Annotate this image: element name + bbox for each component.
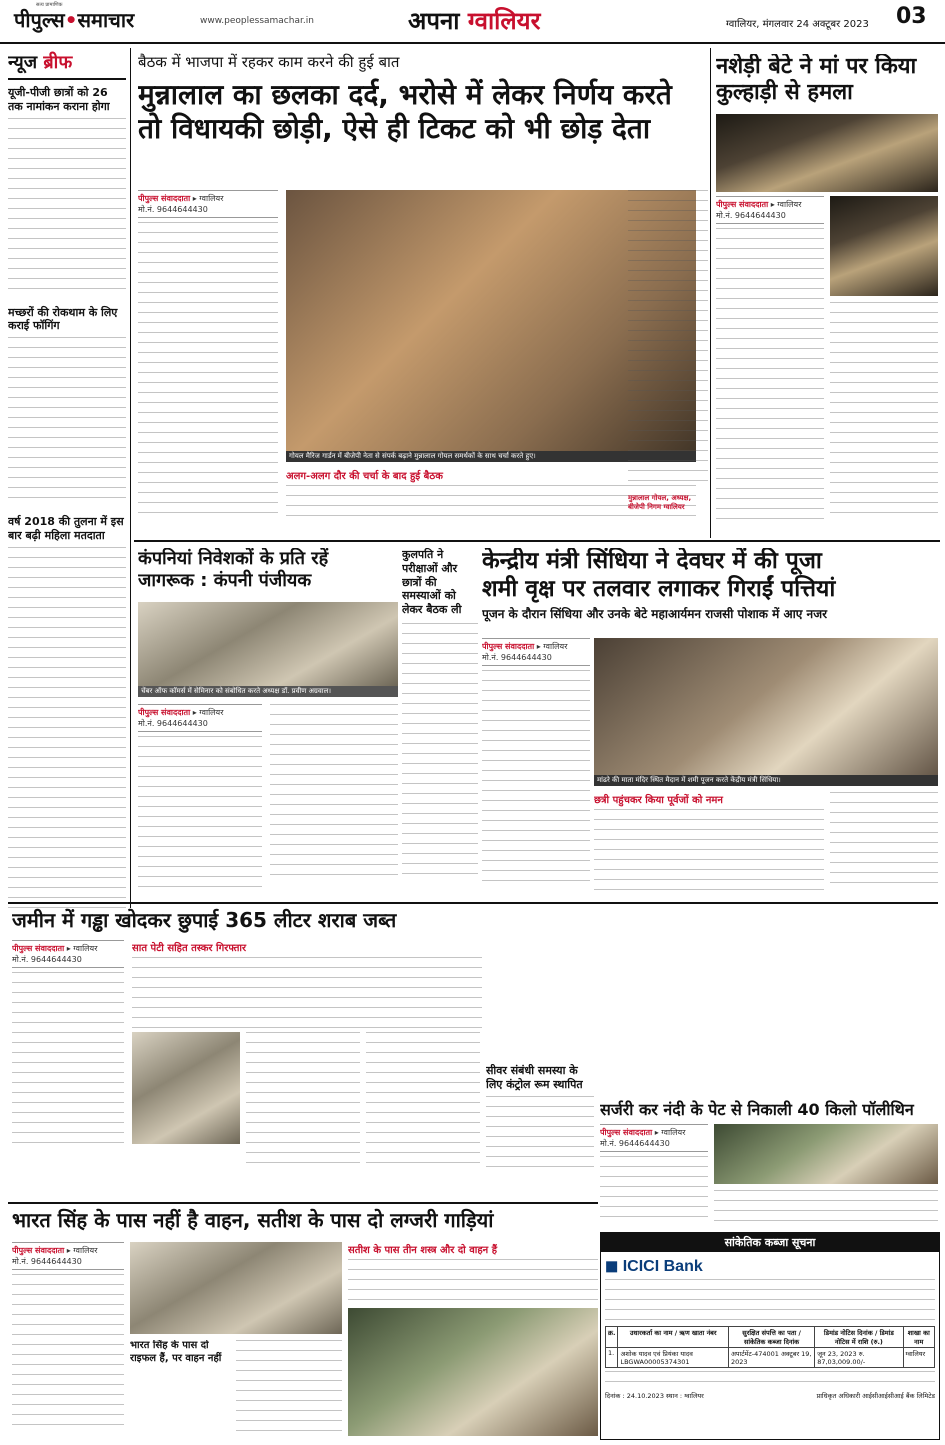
byline-mobile: मो.नं. 9644644430 xyxy=(12,955,82,964)
liquor-photo xyxy=(132,1032,240,1144)
axe-story xyxy=(716,54,938,534)
bank-logo xyxy=(605,1256,935,1276)
byline-mobile: मो.नं. 9644644430 xyxy=(600,1139,670,1148)
lead-body-text xyxy=(138,222,278,522)
lead-headline-line-2: तो विधायकी छोड़ी, ऐसे ही टिकट को भी छोड़ देता xyxy=(138,111,651,145)
wealth-story xyxy=(12,1208,598,1440)
byline-mobile: मो.नं. 9644644430 xyxy=(138,719,208,728)
brief-headline: वर्ष 2018 की तुलना में इस बार बढ़ी महिला मतदाता xyxy=(8,515,124,542)
wealth-body-text xyxy=(12,1274,124,1434)
scindia-body-text xyxy=(482,670,590,890)
table-header-cell: सुरक्षित संपत्ति का पता / सांकेतिक कब्जा दिनांक xyxy=(728,1327,814,1348)
byline-mobile: मो.नं. 9644644430 xyxy=(138,205,208,214)
byline-city: ग्वालियर xyxy=(777,200,802,209)
byline-label: पीपुल्स संवाददाता xyxy=(12,944,65,953)
notice-body-text xyxy=(605,1279,935,1323)
table-cell: जून 23, 2023 रु. 87,03,009.00/- xyxy=(815,1348,903,1368)
byline-city: ग्वालियर xyxy=(73,1246,98,1255)
company-story xyxy=(138,548,400,888)
cow-headline: सर्जरी कर नंदी के पेट से निकाली 40 किलो पॉलीथिन xyxy=(600,1100,914,1119)
table-header-cell: डिमांड नोटिस दिनांक / डिमांड नोटिस में राशि (रु.) xyxy=(815,1327,903,1348)
wealth-body-text xyxy=(236,1340,342,1436)
byline-mobile: मो.नं. 9644644430 xyxy=(482,653,552,662)
byline-city: ग्वालियर xyxy=(73,944,98,953)
wealth-pull-quote-box xyxy=(130,1340,230,1365)
brief-body-text xyxy=(8,547,126,917)
byline-label: पीपुल्स संवाददाता xyxy=(482,642,535,651)
sewer-headline: सीवर संबंधी समस्या के लिए कंट्रोल रूम स्थापित xyxy=(486,1064,583,1091)
scindia-column-1 xyxy=(482,638,590,890)
liquor-column-1 xyxy=(12,940,124,1152)
company-photo xyxy=(138,602,398,686)
table-cell: अशोक यादव एवं प्रियंका यादव LBGWA00005374301 xyxy=(618,1348,728,1368)
lead-note-title: अलग-अलग दौर की चर्चा के बाद हुई बैठक xyxy=(286,471,443,482)
lead-byline xyxy=(138,190,278,522)
table-cell: 1. xyxy=(606,1348,618,1368)
byline-box: पीपुल्स संवाददाता ▸ ग्वालियर मो.नं. 9644644430 xyxy=(12,1242,124,1270)
axe-photo xyxy=(716,114,938,192)
news-brief-title-a: न्यूज xyxy=(8,52,38,73)
dateline: ग्वालियर, मंगलवार 24 अक्टूबर 2023 xyxy=(726,19,869,30)
news-brief-title xyxy=(8,50,126,74)
bank-name: ICICI Bank xyxy=(622,1258,703,1275)
byline-box: पीपुल्स संवाददाता ▸ ग्वालियर मो.नं. 9644644430 xyxy=(12,940,124,968)
brief-headline: मच्छरों की रोकथाम के लिए कराई फॉगिंग xyxy=(8,305,118,333)
table-row xyxy=(606,1348,935,1368)
scindia-headline-line-2: शमी वृक्ष पर तलवार लगाकर गिराईं पत्तियां xyxy=(482,575,836,602)
byline-city: ग्वालियर xyxy=(543,642,568,651)
liquor-box-title: सात पेटी सहित तस्कर गिरफ्तार xyxy=(132,943,247,954)
axe-headline-line-1: नशेड़ी बेटे ने मां पर किया xyxy=(716,54,917,79)
axe-photo-2 xyxy=(830,196,938,296)
table-header-cell: क्र. xyxy=(606,1327,618,1348)
notice-table xyxy=(605,1326,935,1368)
section-divider xyxy=(8,1202,598,1204)
logo-dot: • xyxy=(64,8,78,32)
logo-part-a: पीपुल्स xyxy=(14,8,65,32)
wealth-box-text xyxy=(348,1259,598,1309)
axe-column-1 xyxy=(716,196,824,528)
byline-city: ग्वालियर xyxy=(661,1128,686,1137)
notice-band-title: सांकेतिक कब्जा सूचना xyxy=(601,1233,939,1252)
byline-label: पीपुल्स संवाददाता xyxy=(138,708,191,717)
column-divider xyxy=(710,48,711,538)
scindia-story xyxy=(482,548,938,900)
lead-photo-caption: गोयल मैरिज गार्डन में बीजेपी नेता से संपर्क बढ़ाने मुन्नालाल गोयल समर्थकों के साथ चर्चा करते हुए। xyxy=(286,451,696,462)
byline-label: पीपुल्स संवाददाता xyxy=(138,194,191,203)
lead-continued-column xyxy=(628,190,708,520)
byline-mobile: मो.नं. 9644644430 xyxy=(716,211,786,220)
axe-headline-line-2: कुल्हाड़ी से हमला xyxy=(716,80,853,106)
logo-part-b: समाचार xyxy=(77,8,135,32)
table-header-cell: शाखा का नाम xyxy=(903,1327,934,1348)
newspaper-logo xyxy=(14,6,134,33)
section-divider xyxy=(8,902,938,904)
lead-kicker: बैठक में भाजपा में रहकर काम करने की हुई बात xyxy=(138,53,400,71)
byline-label: पीपुल्स संवाददाता xyxy=(716,200,769,209)
liquor-body-text xyxy=(12,972,124,1152)
company-body-text xyxy=(138,736,262,888)
masthead xyxy=(0,0,945,44)
byline-city: ग्वालियर xyxy=(199,708,224,717)
section-divider xyxy=(134,540,940,542)
masthead-tagline: सत्य प्रामाणिक xyxy=(36,2,63,8)
company-headline-line-1: कंपनियां निवेशकों के प्रति रहें xyxy=(138,548,329,569)
cow-story xyxy=(600,1100,938,1230)
liquor-box-text xyxy=(132,957,482,1037)
liquor-body-text xyxy=(366,1032,480,1172)
sewer-body-text xyxy=(486,1096,594,1176)
notice-footer-left: दिनांक : 24.10.2023 स्थान : ग्वालियर xyxy=(605,1392,704,1400)
university-headline: कुलपति ने परीक्षाओं और छात्रों की समस्याओं को लेकर बैठक ली xyxy=(402,548,462,616)
wealth-column-1 xyxy=(12,1242,124,1434)
liquor-headline: जमीन में गड्ढा खोदकर छुपाई 365 लीटर शराब जब्त xyxy=(12,908,397,932)
table-header-cell: उधारकर्ता का नाम / ऋण खाता नंबर xyxy=(618,1327,728,1348)
scindia-photo xyxy=(594,638,938,786)
scindia-photo-caption: मांढरे की माता मंदिर स्थित मैदान में शमी पूजन करते केंद्रीय मंत्री सिंधिया। xyxy=(594,775,938,786)
liquor-box xyxy=(132,940,482,1037)
byline-label: पीपुल्स संवाददाता xyxy=(600,1128,653,1137)
byline-label: पीपुल्स संवाददाता xyxy=(12,1246,65,1255)
scindia-box-text xyxy=(594,809,824,899)
company-body-text xyxy=(270,704,398,884)
lead-headline-line-1: मुन्नालाल का छलका दर्द, भरोसे में लेकर निर्णय करते xyxy=(138,78,672,111)
news-brief-title-b: ब्रीफ xyxy=(43,52,73,73)
axe-body-text xyxy=(716,228,824,528)
page-number: 03 xyxy=(896,4,927,29)
lead-quote-name: मुन्नालाल गोयल, अध्यक्ष, बीजेपी निगम ग्वालियर xyxy=(628,494,692,511)
divider xyxy=(8,78,126,80)
lead-story xyxy=(138,52,698,542)
section-title-b: ग्वालियर xyxy=(467,6,541,35)
sewer-story xyxy=(486,1064,594,1198)
axe-body-text xyxy=(830,302,938,522)
brief-body-text xyxy=(8,337,126,507)
section-title-a: अपना xyxy=(408,6,460,35)
wealth-pull-quote: भारत सिंह के पास दो राइफल हैं, पर वाहन नहीं xyxy=(130,1340,222,1364)
brief-headline: यूजी-पीजी छात्रों को 26 तक नामांकन कराना होगा xyxy=(8,86,110,113)
scindia-box xyxy=(594,792,824,899)
website-link[interactable]: www.peoplessamachar.in xyxy=(200,16,314,26)
company-headline-line-2: जागरूक : कंपनी पंजीयक xyxy=(138,569,312,591)
scindia-headline-line-1: केन्द्रीय मंत्री सिंधिया ने देवघर में की पूजा xyxy=(482,548,822,574)
byline-box: पीपुल्स संवाददाता ▸ ग्वालियर मो.नं. 9644644430 xyxy=(482,638,590,666)
wealth-box xyxy=(348,1242,598,1309)
notice-footer-right: प्राधिकृत अधिकारी आईसीआईसीआई बैंक लिमिटेड xyxy=(816,1392,935,1400)
cow-column-1 xyxy=(600,1124,708,1226)
byline-box: पीपुल्स संवाददाता ▸ ग्वालियर मो.नं. 9644644430 xyxy=(600,1124,708,1152)
byline-box: पीपुल्स संवाददाता ▸ ग्वालियर मो.नं. 9644644430 xyxy=(138,190,278,218)
scindia-body-text xyxy=(830,792,938,892)
scindia-subhead: पूजन के दौरान सिंधिया और उनके बेटे महाआर्यमन राजसी पोशाक में आए नजर xyxy=(482,607,828,622)
liquor-body-text xyxy=(246,1032,360,1172)
brief-body-text xyxy=(8,118,126,298)
university-story xyxy=(402,548,478,888)
wealth-box-title: सतीश के पास तीन शस्त्र और दो वाहन हैं xyxy=(348,1245,498,1256)
table-header-row xyxy=(606,1327,935,1348)
table-cell: ग्वालियर xyxy=(903,1348,934,1368)
company-column-1 xyxy=(138,704,262,888)
bank-icon: ◼ xyxy=(605,1258,619,1275)
notice-body-text xyxy=(605,1371,935,1389)
cow-body-text xyxy=(714,1190,938,1228)
column-divider xyxy=(130,48,131,908)
notice-footer xyxy=(605,1391,935,1400)
wealth-photo-2 xyxy=(348,1308,598,1436)
byline-box: पीपुल्स संवाददाता ▸ ग्वालियर मो.नं. 9644644430 xyxy=(716,196,824,224)
cow-photo xyxy=(714,1124,938,1184)
lead-body-text xyxy=(628,190,708,490)
byline-mobile: मो.नं. 9644644430 xyxy=(12,1257,82,1266)
byline-city: ग्वालियर xyxy=(199,194,224,203)
liquor-story xyxy=(12,908,482,1198)
table-cell: अपार्टमेंट-474001 अक्टूबर 19, 2023 xyxy=(728,1348,814,1368)
company-photo-caption: चेंबर ऑफ कॉमर्स में सेमिनार को संबोधित करते अध्यक्ष डॉ. प्रवीण अग्रवाल। xyxy=(138,686,398,697)
possession-notice xyxy=(600,1232,940,1440)
wealth-headline: भारत सिंह के पास नहीं है वाहन, सतीश के पास दो लग्जरी गाड़ियां xyxy=(12,1208,494,1232)
byline-box: पीपुल्स संवाददाता ▸ ग्वालियर मो.नं. 9644644430 xyxy=(138,704,262,732)
scindia-box-title: छत्री पहुंचकर किया पूर्वजों को नमन xyxy=(594,795,723,806)
wealth-photo xyxy=(130,1242,342,1334)
cow-body-text xyxy=(600,1156,708,1226)
section-title xyxy=(408,4,540,37)
university-body-text xyxy=(402,623,478,883)
